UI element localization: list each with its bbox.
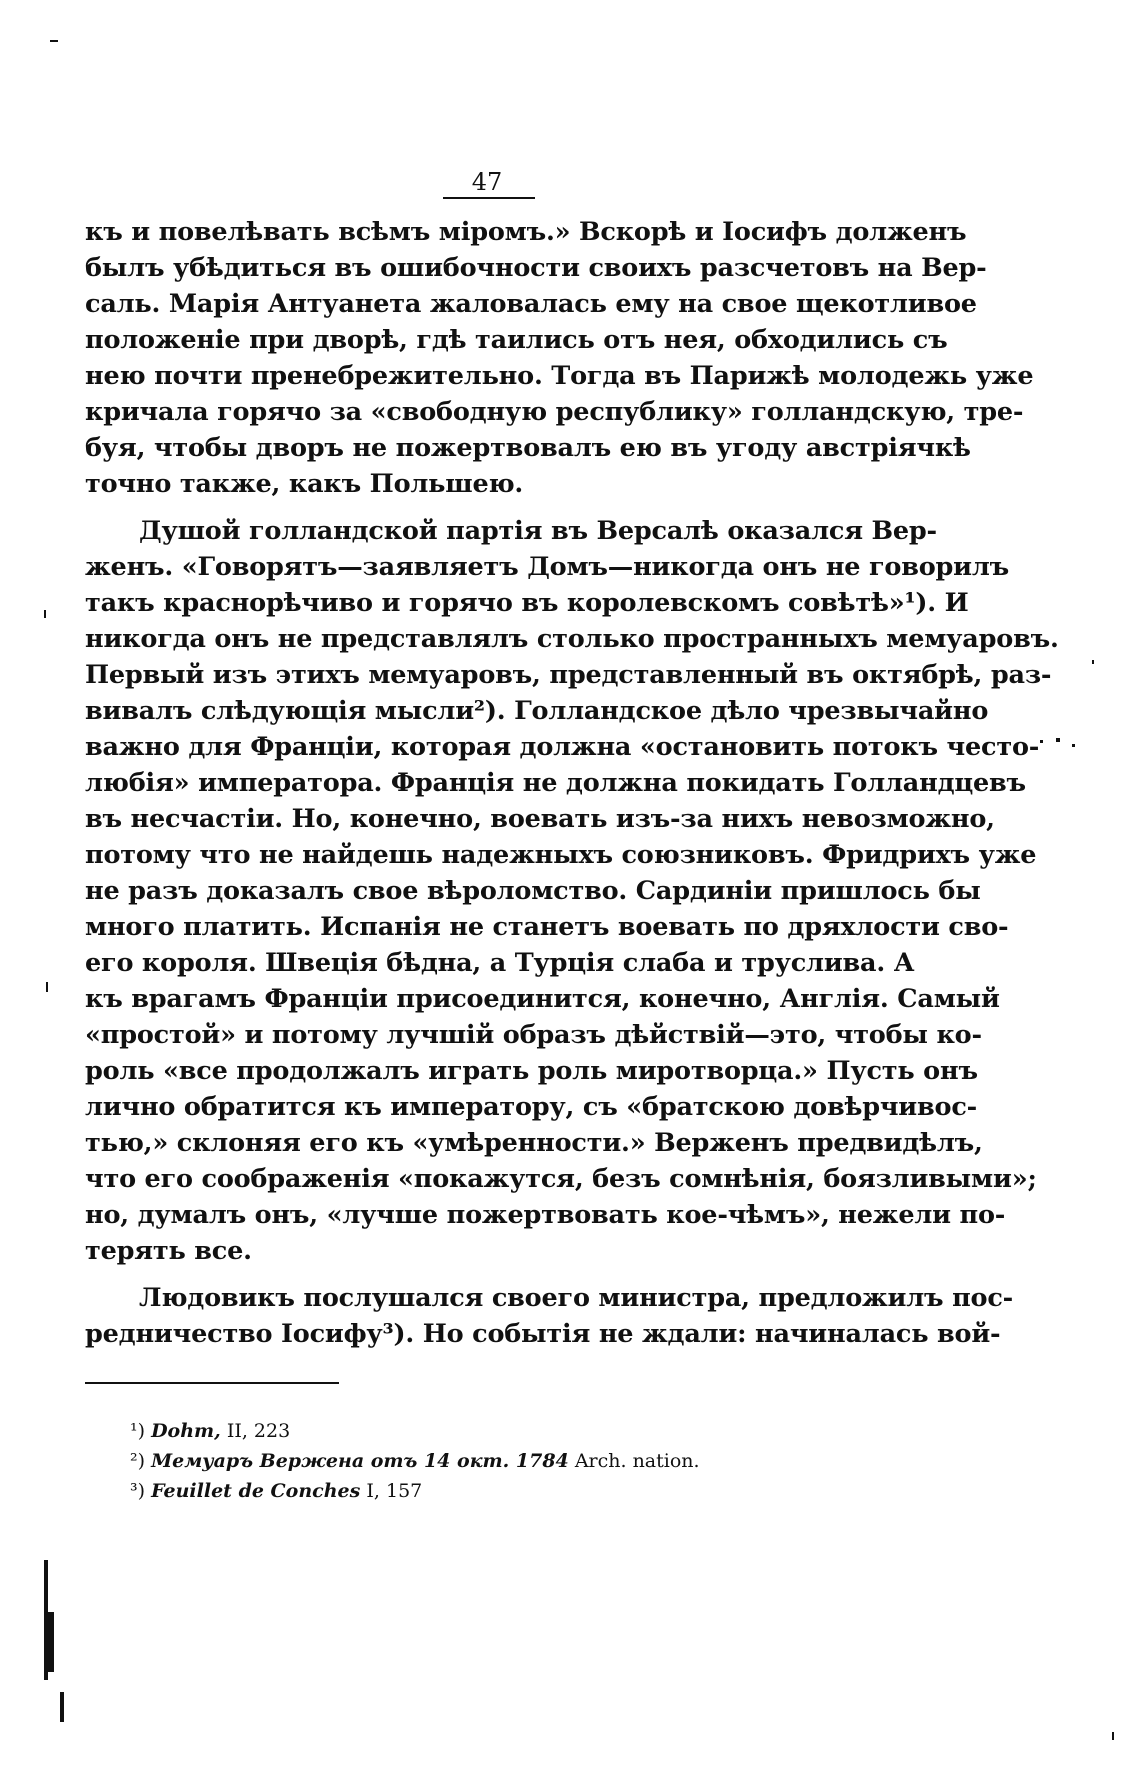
page-number-rule: [443, 197, 535, 199]
text-line: къ и повелѣвать всѣмъ міромъ.» Вскорѣ и Іосифъ долженъ: [85, 217, 967, 247]
footnote-title: Мемуаръ Вержена отъ 14 окт. 1784: [151, 1450, 569, 1472]
text-line: лично обратится къ императору, съ «братскою довѣрчивос-: [85, 1092, 978, 1122]
text-line: «простой» и потому лучшій образъ дѣйствій—это, чтобы ко-: [85, 1020, 982, 1050]
text-line: нею почти пренебрежительно. Тогда въ Парижѣ молодежь уже: [85, 361, 1034, 391]
scan-mark: [1112, 1732, 1114, 1740]
text-line: потому что не найдешь надежныхъ союзниковъ. Фридрихъ уже: [85, 840, 1037, 870]
text-line: не разъ доказалъ свое вѣроломство. Сардиніи пришлось бы: [85, 876, 981, 906]
scan-mark: [1072, 744, 1075, 747]
footnote-marker: ²): [130, 1450, 146, 1472]
scan-mark: [60, 1692, 64, 1722]
text-line: никогда онъ не представлялъ столько пространныхъ мемуаровъ.: [85, 624, 1059, 654]
footnote-rule: [85, 1382, 339, 1384]
text-line: Душой голландской партія въ Версалѣ оказался Вер-: [139, 516, 937, 546]
text-line: его короля. Швеція бѣдна, а Турція слаба и труслива. А: [85, 948, 915, 978]
text-line: тью,» склоняя его къ «умѣренности.» Верженъ предвидѣлъ,: [85, 1128, 983, 1158]
scan-mark: [1040, 740, 1043, 743]
footnote-marker: ³): [130, 1480, 146, 1502]
text-line: точно также, какъ Польшею.: [85, 469, 524, 499]
text-line: но, думалъ онъ, «лучше пожертвовать кое-чѣмъ», нежели по-: [85, 1200, 1006, 1230]
text-line: Людовикъ послушался своего министра, предложилъ пос-: [139, 1283, 1014, 1313]
text-line: къ врагамъ Франціи присоединится, конечно, Англія. Самый: [85, 984, 1000, 1014]
page-number: 47: [471, 168, 503, 196]
text-line: любія» императора. Франція не должна покидать Голландцевъ: [85, 768, 1026, 798]
scan-mark: [46, 1612, 54, 1672]
text-line: роль «все продолжалъ играть роль миротворца.» Пусть онъ: [85, 1056, 978, 1086]
footnote-3: [130, 1476, 422, 1506]
scan-mark: [1056, 738, 1060, 742]
text-line: былъ убѣдиться въ ошибочности своихъ разсчетовъ на Вер-: [85, 253, 987, 283]
footnote-1: [130, 1416, 290, 1446]
text-line: положеніе при дворѣ, гдѣ таились отъ нея, обходились съ: [85, 325, 948, 355]
text-line: Первый изъ этихъ мемуаровъ, представленный въ октябрѣ, раз-: [85, 660, 1052, 690]
footnote-title: Feuillet de Conches: [151, 1480, 361, 1502]
footnote-2: [130, 1446, 700, 1476]
text-line: терять все.: [85, 1236, 252, 1266]
footnote-title: Dohm,: [151, 1420, 221, 1442]
text-line: много платить. Испанія не станетъ воевать по дряхлости сво-: [85, 912, 1009, 942]
text-line: буя, чтобы дворъ не пожертвовалъ ею въ угоду австріячкѣ: [85, 433, 971, 463]
text-line: такъ краснорѣчиво и горячо въ королевскомъ совѣтѣ»¹). И: [85, 588, 969, 618]
footnote-ref: II, 223: [226, 1420, 291, 1442]
text-line: въ несчастіи. Но, конечно, воевать изъ-за нихъ невозможно,: [85, 804, 995, 834]
text-line: кричала горячо за «свободную республику» голландскую, тре-: [85, 397, 1024, 427]
scan-mark: [50, 40, 58, 42]
text-line: что его соображенія «покажутся, безъ сомнѣнія, боязливыми»;: [85, 1164, 1037, 1194]
scan-mark: [46, 982, 48, 992]
text-line: вивалъ слѣдующія мысли²). Голландское дѣло чрезвычайно: [85, 696, 989, 726]
scan-mark: [44, 610, 46, 618]
text-line: редничество Іосифу³). Но событія не ждали: начиналась вой-: [85, 1319, 1001, 1349]
scan-mark: [1092, 660, 1094, 664]
text-line: саль. Марія Антуанета жаловалась ему на свое щекотливое: [85, 289, 977, 319]
footnote-ref: Arch. nation.: [574, 1450, 700, 1472]
text-line: женъ. «Говорятъ—заявляетъ Домъ—никогда онъ не говорилъ: [85, 552, 1010, 582]
text-line: важно для Франціи, которая должна «остановить потокъ често-: [85, 732, 1040, 762]
footnote-ref: I, 157: [366, 1480, 423, 1502]
footnote-marker: ¹): [130, 1420, 146, 1442]
